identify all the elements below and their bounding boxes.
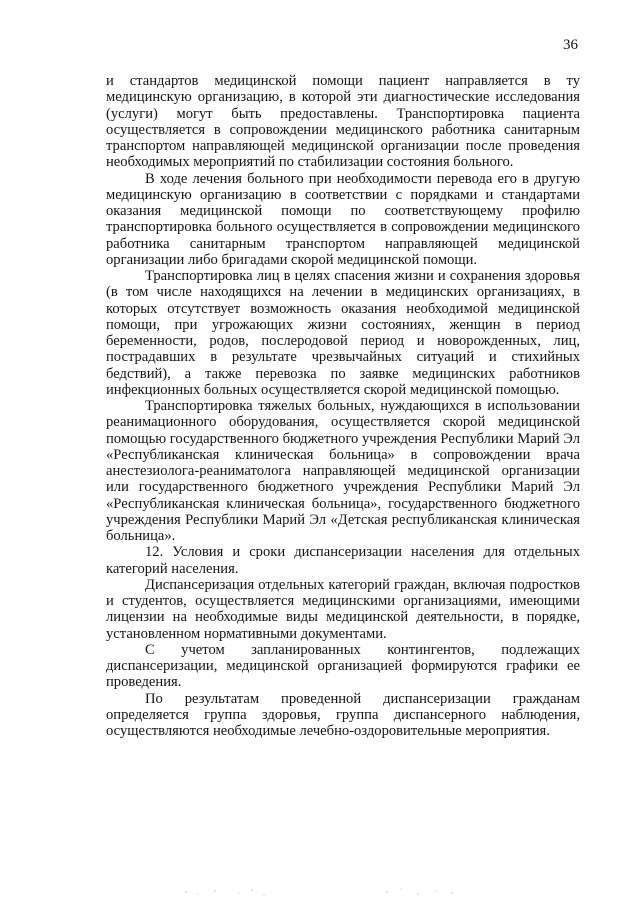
body-text [106,73,580,739]
paragraph-life-saving-transport: Транспортировка лиц в целях спасения жизни и сохранения здоровья (в том числе находящихся на лечении в медицинских организациях, в которых отсутствует возможность оказания необходимой медицинской помощи, при угрожающих жизни состояниях, женщин в период беременности, родов, послеродовой период и новорожденных, лиц, пострадавших в результате чрезвычайных ситуаций и стихийных бедствий), а также перевозка по заявке медицинских работников инфекционных больных осуществляется скорой медицинской помощью. [106,268,580,398]
section-heading-dispensarization: 12. Условия и сроки диспансеризации населения для отдельных категорий населения. [106,544,580,577]
paragraph-dispensarization-schedule: С учетом запланированных контингентов, подлежащих диспансеризации, медицинской организацией формируются графики ее проведения. [106,641,580,691]
paragraph-transport-continuation: и стандартов медицинской помощи пациент направляется в ту медицинскую организацию, в которой эти диагностические исследования (услуги) могут быть предоставлены. Транспортировка пациента осуществляется в сопровождении медицинского работника санитарным транспортом направляющей медицинской организации после проведения необходимых мероприятий по стабилизации состояния больного. [106,73,580,171]
page-number: 36 [563,37,578,53]
paragraph-transfer-during-treatment: В ходе лечения больного при необходимости перевода его в другую медицинскую организацию в соответствии с порядками и стандартами оказания медицинской помощи по соответствующему профилю транспортировка больного осуществляется в сопровождении медицинского работника санитарным транспортом направляющей медицинской организации либо бригадами скорой медицинской помощи. [106,170,580,268]
paragraph-dispensarization-results: По результатам проведенной диспансеризации гражданам определяется группа здоровья, группа диспансерного наблюдения, осуществляются необходимые лечебно-оздоровительные мероприятия. [106,690,580,739]
paragraph-critical-patient-transport: Транспортировка тяжелых больных, нуждающихся в использовании реанимационного оборудования, осуществляется скорой медицинской помощью государственного бюджетного учреждения Республики Марий Эл «Республиканская клиническая больница» в сопровождении врача анестезиолога-реаниматолога направляющей медицинской организации или государственного бюджетного учреждения Республики Марий Эл «Республиканская клиническая больница», государственного бюджетного учреждения Республики Марий Эл «Детская республиканская клиническая больница». [106,398,580,544]
paragraph-dispensarization-providers: Диспансеризация отдельных категорий граждан, включая подростков и студентов, осуществляется медицинскими организациями, имеющими лицензии на необходимые виды медицинской деятельности, в порядке, установленном нормативными документами. [106,576,580,642]
